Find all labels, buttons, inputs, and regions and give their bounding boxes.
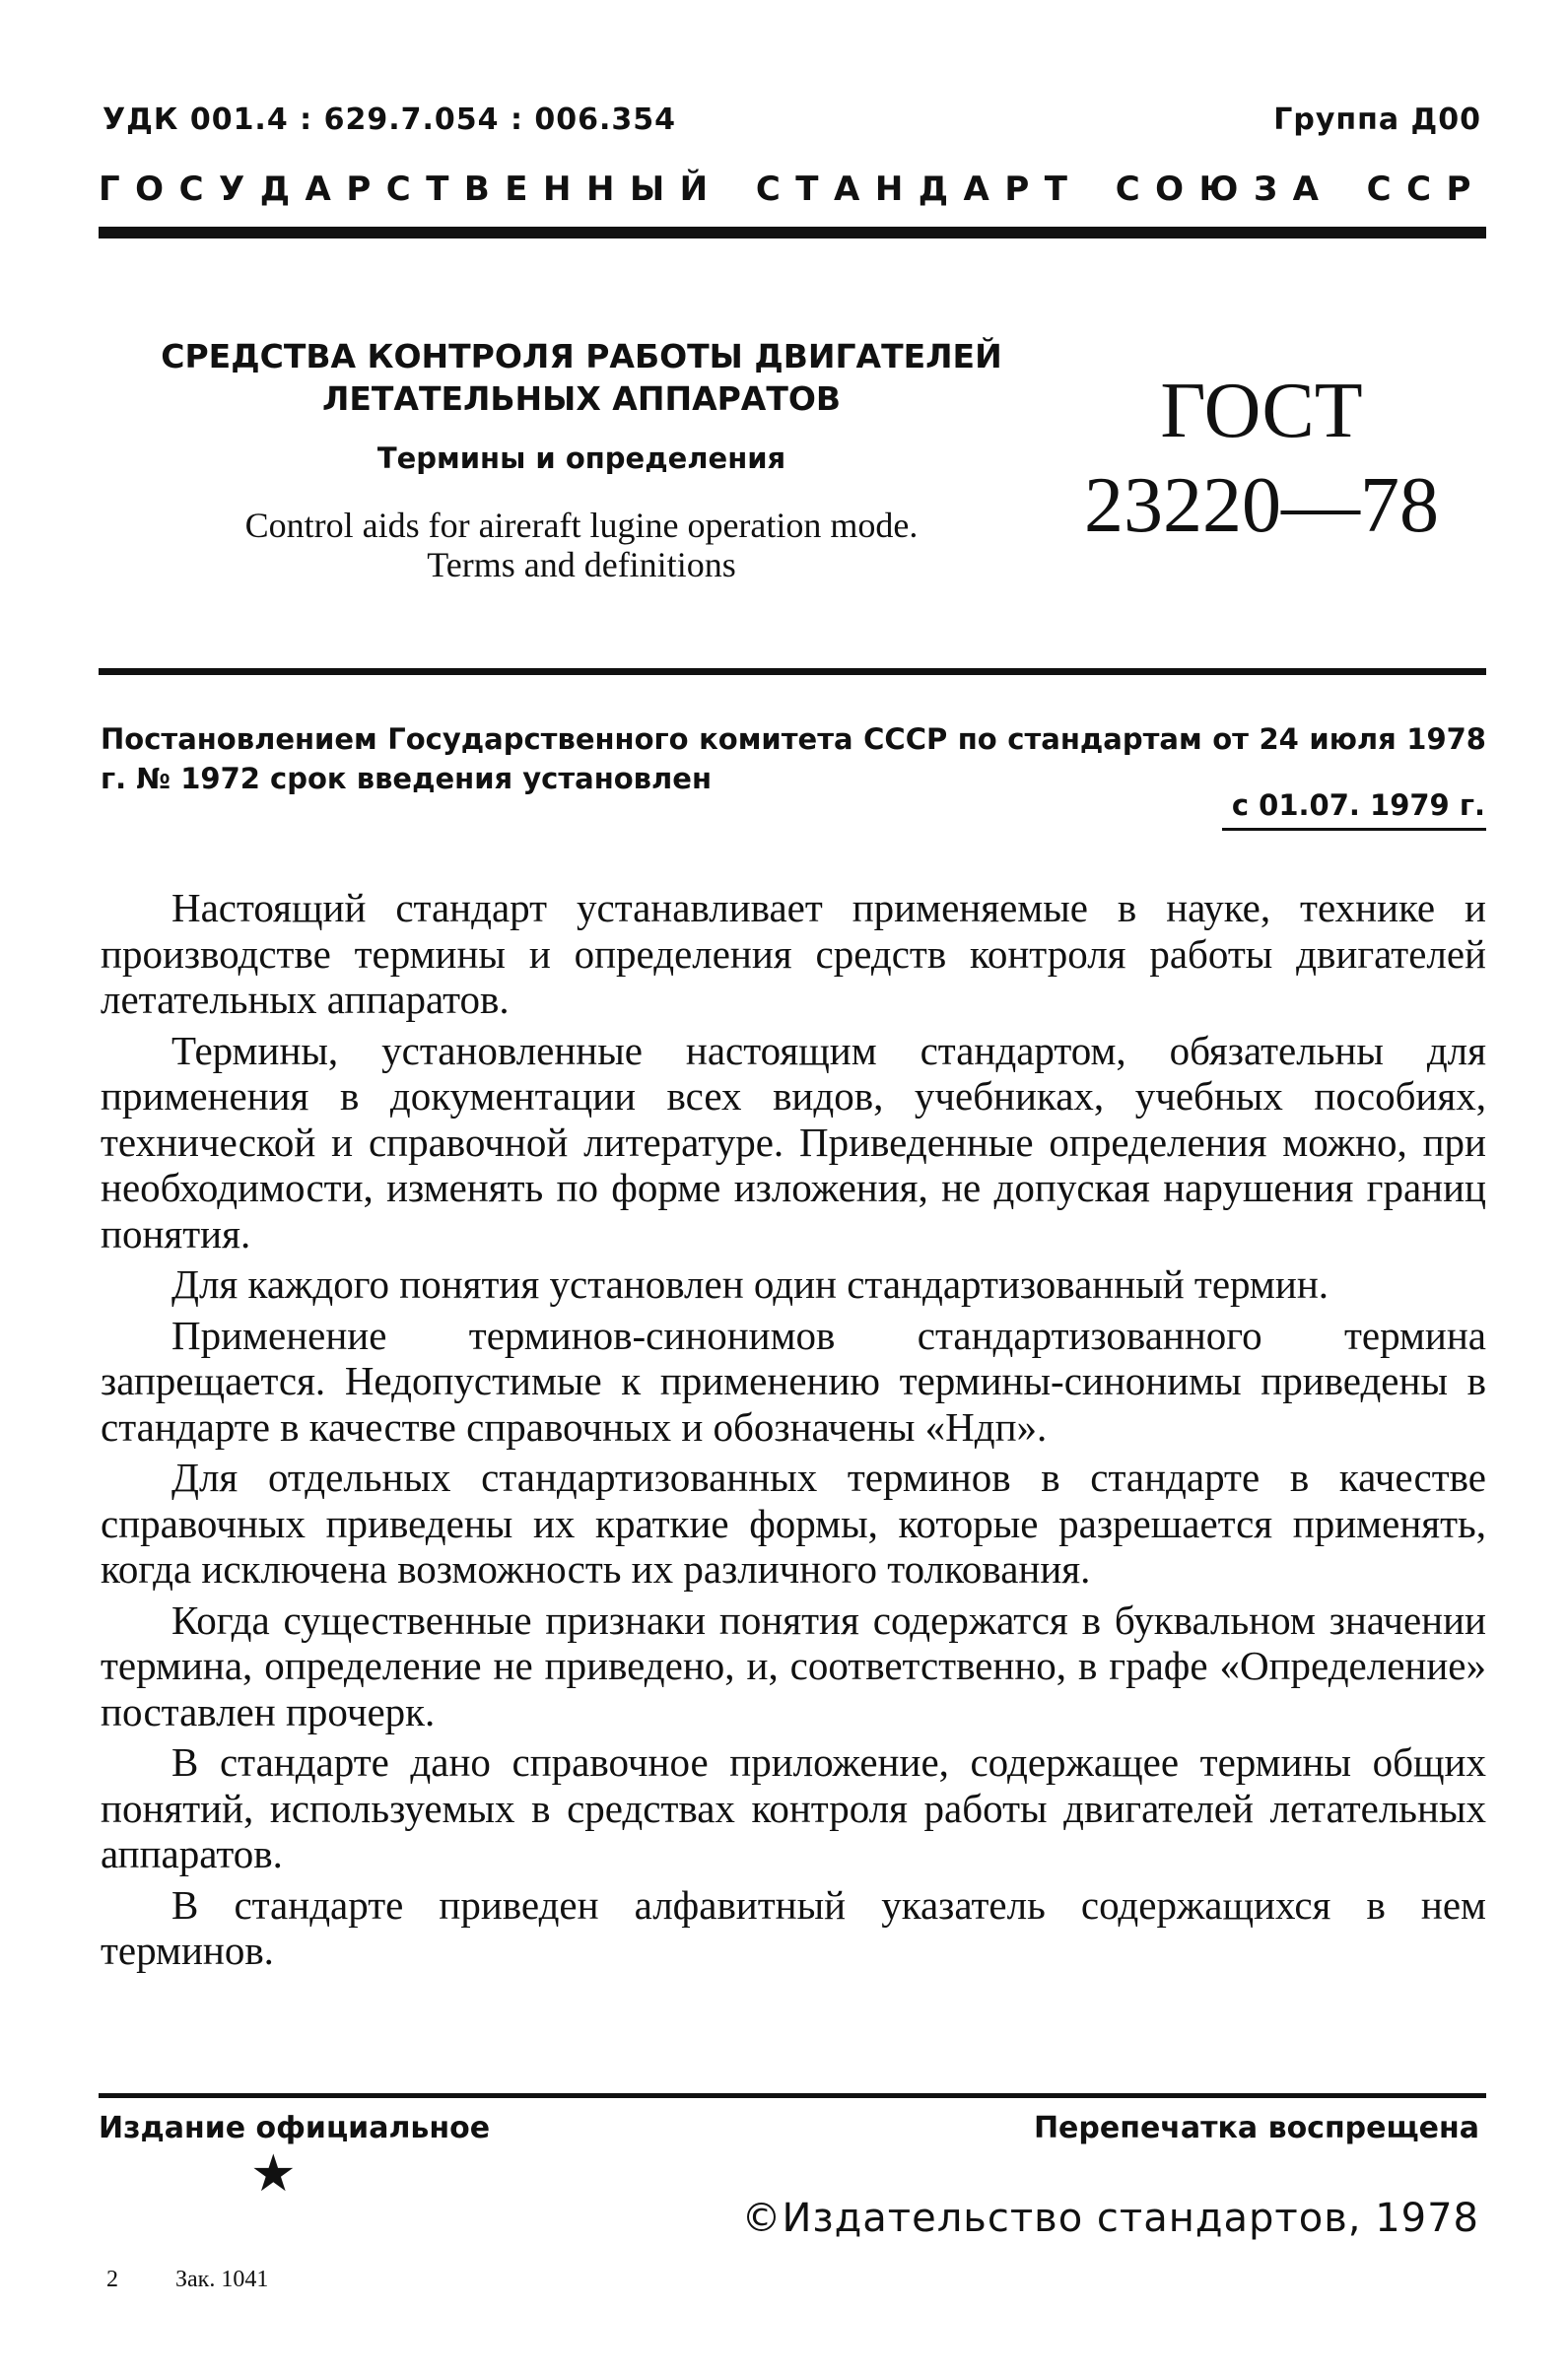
- state-standard-word: ССР: [1366, 170, 1486, 209]
- body-paragraph: Применение терминов-синонимов стандартизованного термина запрещается. Недопустимые к применению термины-синонимы приведены в стандарте в качестве справочных и обозначены «Ндп».: [101, 1312, 1486, 1450]
- star-icon: ★: [250, 2144, 297, 2204]
- state-standard-word: СОЮЗА: [1115, 170, 1334, 209]
- page-number: 2: [106, 2267, 118, 2292]
- state-standard-word: СТАНДАРТ: [755, 170, 1083, 209]
- english-title-line-2: Terms and definitions: [427, 545, 736, 584]
- english-title-line-1: Control aids for aireraft lugine operation mode.: [244, 506, 919, 545]
- header-rule: [99, 227, 1486, 238]
- publisher-copyright: ©Издательство стандартов, 1978: [741, 2196, 1479, 2241]
- order-number: Зак. 1041: [175, 2267, 269, 2292]
- title-subtitle: Термины и определения: [376, 441, 786, 475]
- body-paragraph: Настоящий стандарт устанавливает применяемые в науке, технике и производстве термины и определения средств контроля работы двигателей летательных аппаратов.: [101, 885, 1486, 1022]
- body-paragraph: Для отдельных стандартизованных терминов в стандарте в качестве справочных приведены их краткие формы, которые разрешается применять, когда исключена возможность их различного толкования.: [101, 1455, 1486, 1592]
- edition-label: Издание официальное: [99, 2111, 491, 2145]
- resolution-text: Постановлением Государственного комитета СССР по стандартам от 24 июля 1978 г. № 1972 срок введения установлен: [101, 722, 1486, 795]
- standard-label: ГОСТ: [1160, 368, 1363, 454]
- title-line-1: СРЕДСТВА КОНТРОЛЯ РАБОТЫ ДВИГАТЕЛЕЙ: [161, 337, 1002, 375]
- body-paragraph: В стандарте приведен алфавитный указатель содержащихся в нем терминов.: [101, 1881, 1486, 1973]
- state-standard-word: ГОСУДАРСТВЕННЫЙ: [99, 170, 723, 209]
- reprint-notice: Перепечатка воспрещена: [1033, 2111, 1479, 2145]
- footer-rule: [99, 2093, 1486, 2098]
- standard-number: 23220—78: [1084, 462, 1439, 549]
- group-code: Группа Д00: [1273, 102, 1481, 137]
- body-paragraph: Когда существенные признаки понятия содержатся в буквальном значении термина, определение не приведено, и, соответственно, в графе «Определение» поставлен прочерк.: [101, 1596, 1486, 1734]
- body-paragraph: В стандарте дано справочное приложение, содержащее термины общих понятий, используемых в средствах контроля работы двигателей летательных аппаратов.: [101, 1739, 1486, 1876]
- effective-date: с 01.07. 1979 г.: [1231, 788, 1485, 822]
- body-text: [101, 885, 1486, 1979]
- udk-code: УДК 001.4 : 629.7.054 : 006.354: [102, 102, 677, 137]
- date-underline: [1222, 828, 1486, 831]
- title-rule: [99, 668, 1486, 675]
- title-line-2: ЛЕТАТЕЛЬНЫХ АППАРАТОВ: [321, 379, 842, 418]
- state-standard-heading: [99, 170, 1486, 209]
- body-paragraph: Для каждого понятия установлен один стандартизованный термин.: [171, 1261, 1329, 1307]
- body-paragraph: Термины, установленные настоящим стандартом, обязательны для применения в документации всех видов, учебниках, учебных пособиях, технической и справочной литературе. Приведенные определения можно, при необходимости, изменять по форме изложения, не допуская нарушения границ понятия.: [101, 1027, 1486, 1256]
